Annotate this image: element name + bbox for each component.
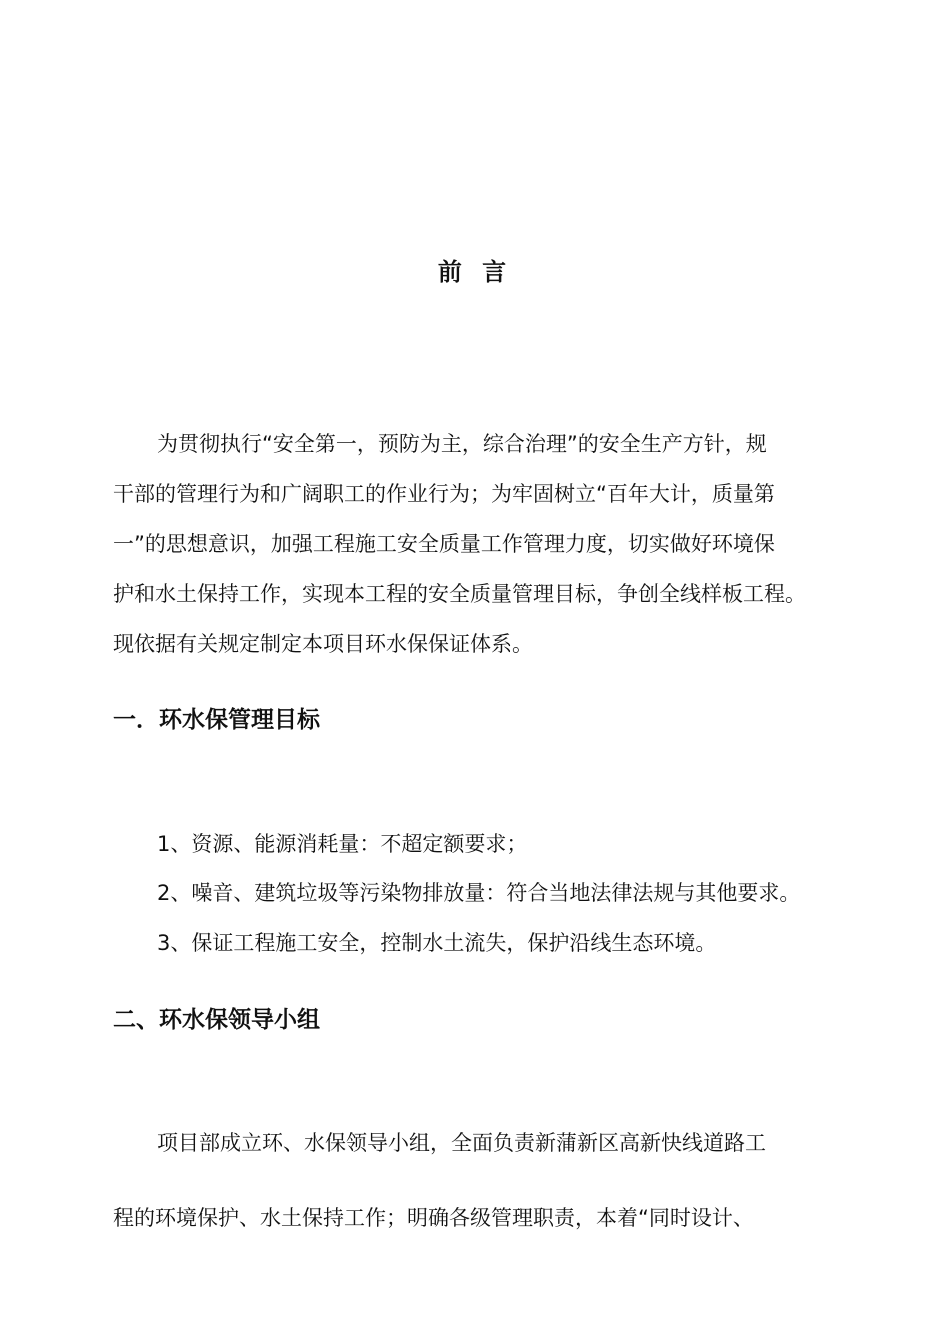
intro-line: 干部的管理行为和广阔职工的作业行为；为牢固树立“百年大计，质量第 [113,482,775,506]
intro-line: 护和水土保持工作，实现本工程的安全质量管理目标，争创全线样板工程。 [113,582,806,606]
section-heading-leadership-group: 二、环水保领导小组 [113,1007,320,1033]
intro-line: 一”的思想意识，加强工程施工安全质量工作管理力度，切实做好环境保 [113,532,775,556]
list-item: 3、保证工程施工安全，控制水土流失，保护沿线生态环境。 [157,931,717,955]
page-title: 前 言 [437,258,513,286]
list-item: 2、噪音、建筑垃圾等污染物排放量：符合当地法律法规与其他要求。 [157,881,801,905]
paragraph-line: 项目部成立环、水保领导小组，全面负责新蒲新区高新快线道路工 [157,1131,766,1155]
paragraph-line: 程的环境保护、水土保持工作；明确各级管理职责，本着“同时设计、 [113,1206,754,1230]
intro-line: 为贯彻执行“安全第一，预防为主，综合治理”的安全生产方针，规 [157,432,767,456]
list-item: 1、资源、能源消耗量：不超定额要求； [157,832,528,856]
section-heading-goals: 一．环水保管理目标 [113,707,320,733]
intro-line: 现依据有关规定制定本项目环水保保证体系。 [113,632,533,656]
